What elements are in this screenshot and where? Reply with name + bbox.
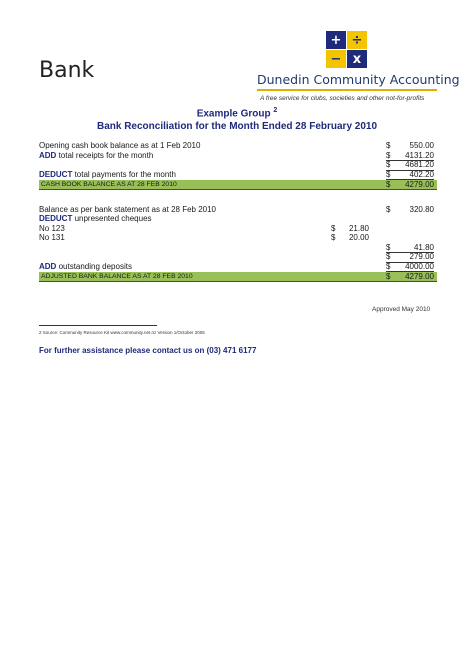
row-label: No 123 (39, 223, 65, 233)
row-label-text: unpresented cheques (72, 214, 152, 223)
row-spacer (39, 190, 437, 205)
row-keyword: ADD (39, 150, 57, 160)
row-label-text: outstanding deposits (56, 261, 132, 271)
amount-value: 4279.00 (405, 272, 434, 281)
table-row (39, 224, 437, 234)
currency-symbol: $ (386, 141, 391, 150)
table-row (39, 180, 437, 190)
table-row (39, 141, 437, 151)
row-label: ADJUSTED BANK BALANCE AS AT 28 FEB 2010 (41, 273, 193, 280)
plus-icon: + (326, 31, 346, 49)
currency-symbol: $ (386, 160, 394, 171)
table-row (39, 262, 437, 272)
row-label: No 131 (39, 233, 65, 242)
row-label (39, 262, 132, 272)
row-keyword: DEDUCT (39, 214, 73, 223)
table-row (39, 252, 437, 262)
currency-symbol: $ (386, 170, 394, 181)
divide-icon: ÷ (347, 31, 367, 49)
currency-symbol: $ (386, 151, 394, 162)
table-row (39, 170, 437, 180)
group-title (0, 107, 474, 119)
row-label-text: total payments for the month (72, 169, 176, 179)
amount-value: 41.80 (394, 243, 434, 254)
table-row (39, 233, 437, 243)
cheque-amount: 20.00 (348, 233, 369, 242)
amount-value: 279.00 (394, 252, 434, 263)
row-label-text: total receipts for the month (56, 150, 154, 160)
table-row (39, 272, 437, 282)
contact-info: For further assistance please contact us on (03) 471 6177 (39, 346, 257, 355)
currency-symbol: $ (331, 223, 336, 233)
row-label: Balance as per bank statement as at 28 Feb 2010 (39, 204, 217, 214)
org-divider (257, 89, 437, 91)
table-row (39, 214, 437, 224)
footnote: 2 Source: Community Resource Kit www.community.net.nz Version 1/October 2006 (39, 330, 205, 335)
cheque-amount: 21.80 (348, 223, 369, 233)
currency-symbol: $ (386, 180, 391, 189)
currency-symbol: $ (331, 233, 336, 242)
table-row (39, 160, 437, 170)
amount-value: 4279.00 (405, 180, 434, 189)
minus-icon: − (326, 50, 346, 68)
row-label (39, 170, 176, 180)
amount-value: 4681.20 (394, 160, 434, 171)
table-row (39, 205, 437, 215)
footnote-ref: 2 (273, 107, 278, 114)
currency-symbol: $ (386, 243, 394, 254)
table-row (39, 151, 437, 161)
amount-value: 4131.20 (394, 151, 434, 162)
currency-symbol: $ (386, 272, 391, 281)
amount-value: 320.80 (409, 204, 434, 214)
row-label: Opening cash book balance as at 1 Feb 2010 (39, 141, 201, 150)
page-title: Bank (39, 58, 95, 83)
amount-value: 402.20 (394, 170, 434, 181)
table-row (39, 243, 437, 253)
currency-symbol: $ (386, 252, 394, 263)
reconciliation-title: Bank Reconciliation for the Month Ended 28 February 2010 (96, 121, 378, 132)
row-label: CASH BOOK BALANCE AS AT 28 FEB 2010 (41, 181, 177, 188)
org-name: Dunedin Community Accounting (257, 72, 460, 87)
group-name: Example Group (196, 108, 271, 120)
row-label (39, 151, 153, 161)
logo (326, 31, 368, 68)
amount-value: 4000.00 (394, 262, 434, 273)
row-keyword: DEDUCT (39, 169, 73, 179)
amount-value: 550.00 (409, 141, 434, 150)
row-keyword: ADD (39, 261, 57, 271)
approved-note: Approved May 2010 (372, 306, 431, 313)
footnote-divider (39, 325, 157, 326)
multiply-icon: x (347, 50, 367, 68)
currency-symbol: $ (386, 262, 394, 273)
row-label (39, 214, 152, 224)
reconciliation-table (39, 141, 437, 282)
currency-symbol: $ (386, 204, 391, 214)
org-tagline: A free service for clubs, societies and other not-for-profits (260, 95, 425, 102)
